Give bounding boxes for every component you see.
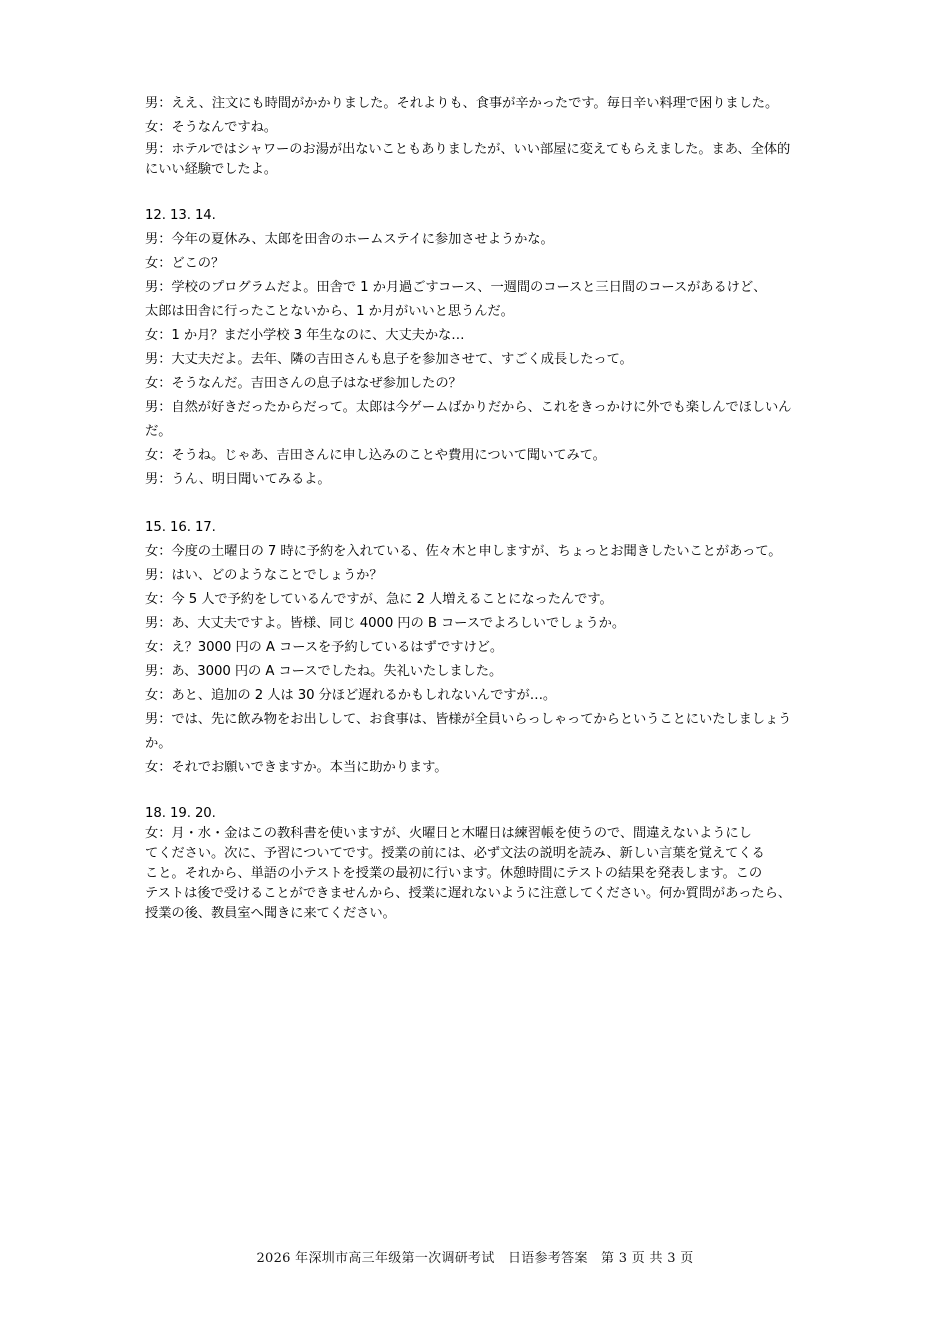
dialogue-line: 男：あ、3000 円の A コースでしたね。失礼いたしました。 <box>145 664 503 679</box>
dialogue-line: 女：え？3000 円の A コースを予約しているはずですけど。 <box>145 640 504 655</box>
section-12-14 <box>145 204 815 492</box>
dialogue-line: 太郎は田舎に行ったことないから、1 か月がいいと思うんだ。 <box>145 304 514 319</box>
dialogue-line: 男：大丈夫だよ。去年、隣の吉田さんも息子を参加させて、すごく成長したって。 <box>145 352 633 367</box>
dialogue-line: 男：はい、どのようなことでしょうか？ <box>145 568 383 583</box>
dialogue-line: か。 <box>145 736 172 751</box>
dialogue-line: 女：どこの？ <box>145 256 225 271</box>
section-15-17 <box>145 516 815 780</box>
monologue-line: 授業の後、教員室へ聞きに来てください。 <box>145 906 396 921</box>
monologue-line: 女：月・水・金はこの教科書を使いますが、火曜日と木曜日は練習帳を使うので、間違えないようにし <box>145 826 752 841</box>
document-body <box>145 92 815 924</box>
monologue-line: てください。次に、予習についてです。授業の前には、必ず文法の説明を読み、新しい言葉を覚えてくる <box>145 846 765 861</box>
dialogue-line: 男：ええ、注文にも時間がかかりました。それよりも、食事が辛かったです。毎日辛い料理で困りました。 <box>145 96 779 111</box>
dialogue-line: 女：1 か月？まだ小学校 3 年生なのに、大丈夫かな… <box>145 328 465 343</box>
dialogue-line: 男：あ、大丈夫ですよ。皆様、同じ 4000 円の B コースでよろしいでしょうか。 <box>145 616 626 631</box>
section-dialogue-continuation <box>145 92 815 180</box>
section-heading: 12. 13. 14. <box>145 208 216 223</box>
dialogue-line: 男：うん、明日聞いてみるよ。 <box>145 472 331 487</box>
dialogue-line: 女：あと、追加の 2 人は 30 分ほど遅れるかもしれないんですが…。 <box>145 688 557 703</box>
section-18-20 <box>145 804 815 924</box>
dialogue-line: 女：そうなんだ。吉田さんの息子はなぜ参加したの？ <box>145 376 462 391</box>
page-footer: 2026 年深圳市高三年级第一次调研考试 日语参考答案 第 3 页 共 3 页 <box>256 1251 694 1266</box>
monologue-line: こと。それから、単語の小テストを授業の最初に行います。休憩時間にテストの結果を発表します。この <box>145 866 763 881</box>
dialogue-line: 女：今 5 人で予約をしているんですが、急に 2 人増えることになったんです。 <box>145 592 613 607</box>
dialogue-line: だ。 <box>145 424 172 439</box>
dialogue-line: 男：ホテルではシャワーのお湯が出ないこともありましたが、いい部屋に変えてもらえました。まあ、全体的 <box>145 142 791 157</box>
monologue-line: テストは後で受けることができませんから、授業に遅れないように注意してください。何か質問があったら、 <box>145 886 791 901</box>
dialogue-line: 女：今度の土曜日の 7 時に予約を入れている、佐々木と申しますが、ちょっとお聞きしたいことがあって。 <box>145 544 782 559</box>
dialogue-line: 女：そうね。じゃあ、吉田さんに申し込みのことや費用について聞いてみて。 <box>145 448 606 463</box>
dialogue-line: 男：自然が好きだったからだって。太郎は今ゲームばかりだから、これをきっかけに外でも楽しんでほしいん <box>145 400 792 415</box>
dialogue-line: 男：学校のプログラムだよ。田舎で 1 か月過ごすコース、一週間のコースと三日間のコースがあるけど、 <box>145 280 767 295</box>
dialogue-line: 男：今年の夏休み、太郎を田舎のホームステイに参加させようかな。 <box>145 232 554 247</box>
dialogue-line: 女：それでお願いできますか。本当に助かります。 <box>145 760 448 775</box>
section-heading: 18. 19. 20. <box>145 806 216 821</box>
section-heading: 15. 16. 17. <box>145 520 216 535</box>
dialogue-line: 女：そうなんですね。 <box>145 120 277 135</box>
dialogue-line: 男：では、先に飲み物をお出しして、お食事は、皆様が全員いらっしゃってからということにいたしましょう <box>145 712 792 727</box>
dialogue-line: にいい経験でしたよ。 <box>145 162 277 177</box>
